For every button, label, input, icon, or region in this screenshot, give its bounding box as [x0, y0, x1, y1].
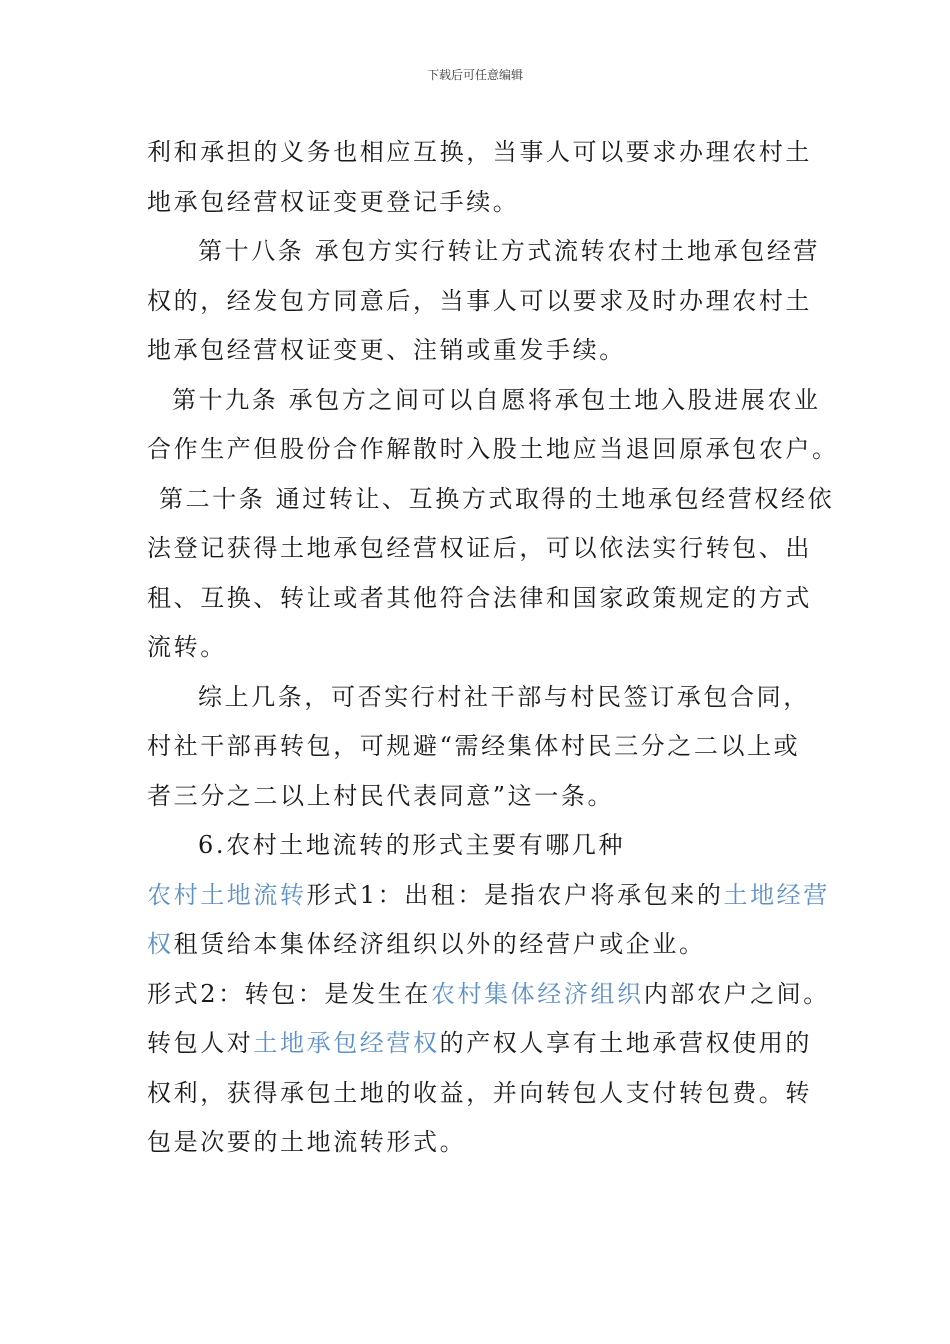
text-span: 形式1：出租：是指农户将承包来的 — [306, 880, 724, 909]
article-18-line: 第十八条 承包方实行转让方式流转农村土地承包经营 — [198, 237, 821, 265]
page-header: 下载后可任意编辑 — [426, 68, 523, 82]
text-line: 流转。 — [147, 633, 227, 661]
form-1-line — [147, 871, 830, 921]
document-body — [147, 128, 839, 1168]
text-line: 权利，获得承包土地的收益，并向转包人支付转包费。转 — [147, 1078, 812, 1107]
link-land-contract-right[interactable]: 土地承包经营权 — [253, 1029, 440, 1057]
section-heading: 6.农村土地流转的形式主要有哪几种 — [198, 831, 626, 859]
text-line: 合作生产但股份合作解散时入股土地应当退回原承包农户。 — [147, 435, 839, 463]
summary-line: 综上几条，可否实行村社干部与村民签订承包合同， — [198, 682, 810, 711]
text-line: 法登记获得土地承包经营权证后，可以依法实行转包、出 — [147, 534, 812, 562]
link-land-management-right[interactable]: 土地经营 — [723, 880, 830, 909]
text-span: 形式2：转包：是发生在 — [147, 979, 431, 1008]
text-line: 包是次要的土地流转形式。 — [147, 1128, 467, 1156]
text-line: 利和承担的义务也相应互换，当事人可以要求办理农村土 — [147, 138, 812, 166]
text-line — [147, 920, 827, 970]
text-span: 租赁给本集体经济组织以外的经营户或企业。 — [173, 930, 706, 958]
form-2-line — [147, 970, 830, 1020]
text-line: 地承包经营权证变更、注销或重发手续。 — [147, 336, 626, 364]
article-20-line: 第二十条 通过转让、互换方式取得的土地承包经营权经依 — [159, 484, 835, 513]
text-span: 的产权人享有土地承营权使用的 — [439, 1029, 813, 1057]
article-19-line: 第十九条 承包方之间可以自愿将承包土地入股进展农业 — [172, 385, 821, 414]
link-land-management-right-cont[interactable]: 权 — [147, 930, 174, 958]
link-rural-land-transfer[interactable]: 农村土地流转 — [147, 880, 307, 909]
text-span: 转包人对 — [147, 1029, 254, 1057]
text-line: 权的，经发包方同意后，当事人可以要求及时办理农村土 — [147, 286, 812, 315]
link-rural-collective-org[interactable]: 农村集体经济组织 — [430, 979, 644, 1008]
text-line — [147, 1019, 827, 1069]
text-line: 租、互换、转让或者其他符合法律和国家政策规定的方式 — [147, 583, 812, 612]
text-line: 地承包经营权证变更登记手续。 — [147, 187, 520, 216]
text-span: 内部农户之间。 — [643, 979, 830, 1008]
text-line: 村社干部再转包，可规避“需经集体村民三分之二以上或 — [147, 732, 801, 760]
text-line: 者三分之二以上村民代表同意”这一条。 — [147, 781, 615, 810]
